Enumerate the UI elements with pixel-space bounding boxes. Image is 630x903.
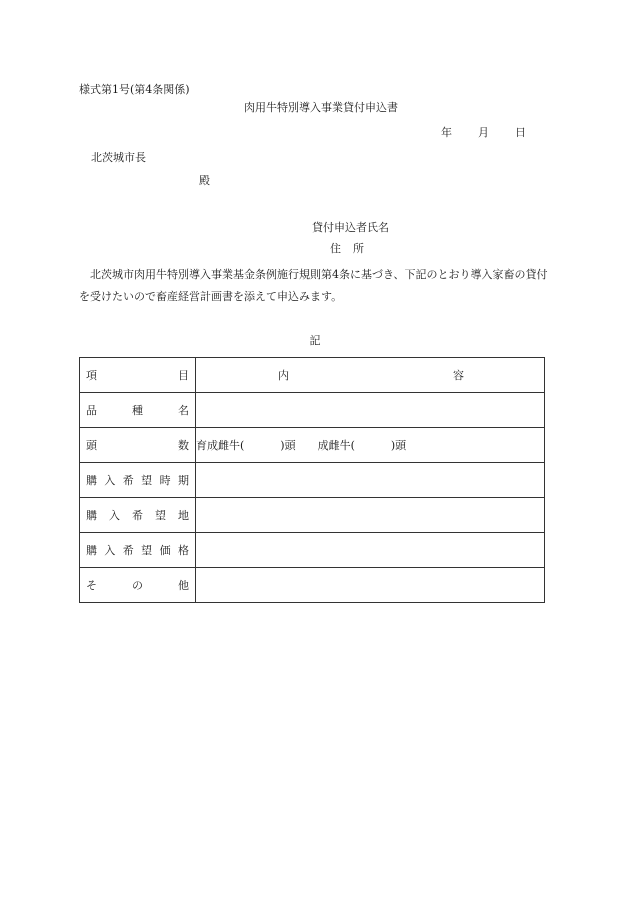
header-item-char: 項 (86, 369, 97, 382)
table-row-breed (80, 393, 545, 428)
label-char: 期 (177, 474, 189, 487)
header-item-cell (80, 358, 196, 393)
label-char: 頭 (86, 439, 97, 452)
applicant-address-label (330, 242, 364, 256)
label-char: 品 (86, 404, 97, 417)
date-month: 月 (478, 126, 489, 139)
applicant-name-label: 貸付申込者氏名 (312, 221, 389, 234)
label-char: の (132, 579, 143, 592)
label-char: 価 (159, 544, 171, 557)
value-purchase-price[interactable] (196, 533, 545, 568)
label-purchase-place (80, 498, 196, 533)
label-char: 希 (122, 544, 134, 557)
application-body-text: 北茨城市肉用牛特別導入事業基金条例施行規則第4条に基づき、下記のとおり導入家畜の貸付を受けたいので畜産経営計画書を添えて申込みます。 (79, 268, 548, 303)
value-other[interactable] (196, 568, 545, 603)
honorific: 殿 (199, 174, 210, 187)
value-count[interactable] (196, 428, 545, 463)
table-row-other (80, 568, 545, 603)
value-purchase-place[interactable] (196, 498, 545, 533)
label-char: 希 (132, 509, 143, 522)
date-day: 日 (515, 126, 526, 139)
date-line (441, 126, 526, 140)
header-content-char: 内 (278, 369, 289, 382)
label-char: 種 (132, 404, 143, 417)
label-char: 格 (177, 544, 189, 557)
table-row-count (80, 428, 545, 463)
label-char: 希 (122, 474, 134, 487)
document-title: 肉用牛特別導入事業貸付申込書 (244, 101, 398, 114)
value-breed[interactable] (196, 393, 545, 428)
label-char: 望 (141, 544, 153, 557)
form-number: 様式第1号(第4条関係) (79, 83, 190, 96)
label-char: 地 (178, 509, 189, 522)
address-label-char-1: 住 (330, 242, 341, 255)
label-char: 購 (86, 509, 97, 522)
addressee: 北茨城市長 (91, 151, 146, 164)
table-row-purchase-price (80, 533, 545, 568)
adult-female-open: 成雌牛( (317, 439, 355, 452)
label-purchase-price (80, 533, 196, 568)
record-mark: 記 (309, 334, 321, 347)
label-char: 望 (141, 474, 153, 487)
value-purchase-period[interactable] (196, 463, 545, 498)
header-content-char: 容 (453, 369, 464, 382)
label-char: 数 (178, 439, 189, 452)
header-item-char: 目 (178, 369, 189, 382)
table-row-purchase-place (80, 498, 545, 533)
label-char: 他 (178, 579, 189, 592)
adult-female-close: )頭 (390, 439, 407, 452)
label-char: 購 (86, 474, 97, 487)
table-row-purchase-period (80, 463, 545, 498)
header-content-cell (196, 358, 545, 393)
label-breed (80, 393, 196, 428)
label-char: 入 (104, 474, 116, 487)
application-table (79, 357, 545, 603)
label-char: 名 (178, 404, 189, 417)
label-char: 入 (109, 509, 120, 522)
label-char: 入 (104, 544, 116, 557)
address-label-char-2: 所 (353, 242, 364, 255)
label-char: 時 (159, 474, 171, 487)
date-year: 年 (441, 126, 452, 139)
label-char: そ (86, 579, 97, 592)
young-female-close: )頭 (280, 439, 296, 452)
table-header-row (80, 358, 545, 393)
label-other (80, 568, 196, 603)
label-count (80, 428, 196, 463)
young-female-open: 育成雌牛( (196, 439, 245, 452)
label-char: 望 (155, 509, 166, 522)
label-purchase-period (80, 463, 196, 498)
label-char: 購 (86, 544, 97, 557)
